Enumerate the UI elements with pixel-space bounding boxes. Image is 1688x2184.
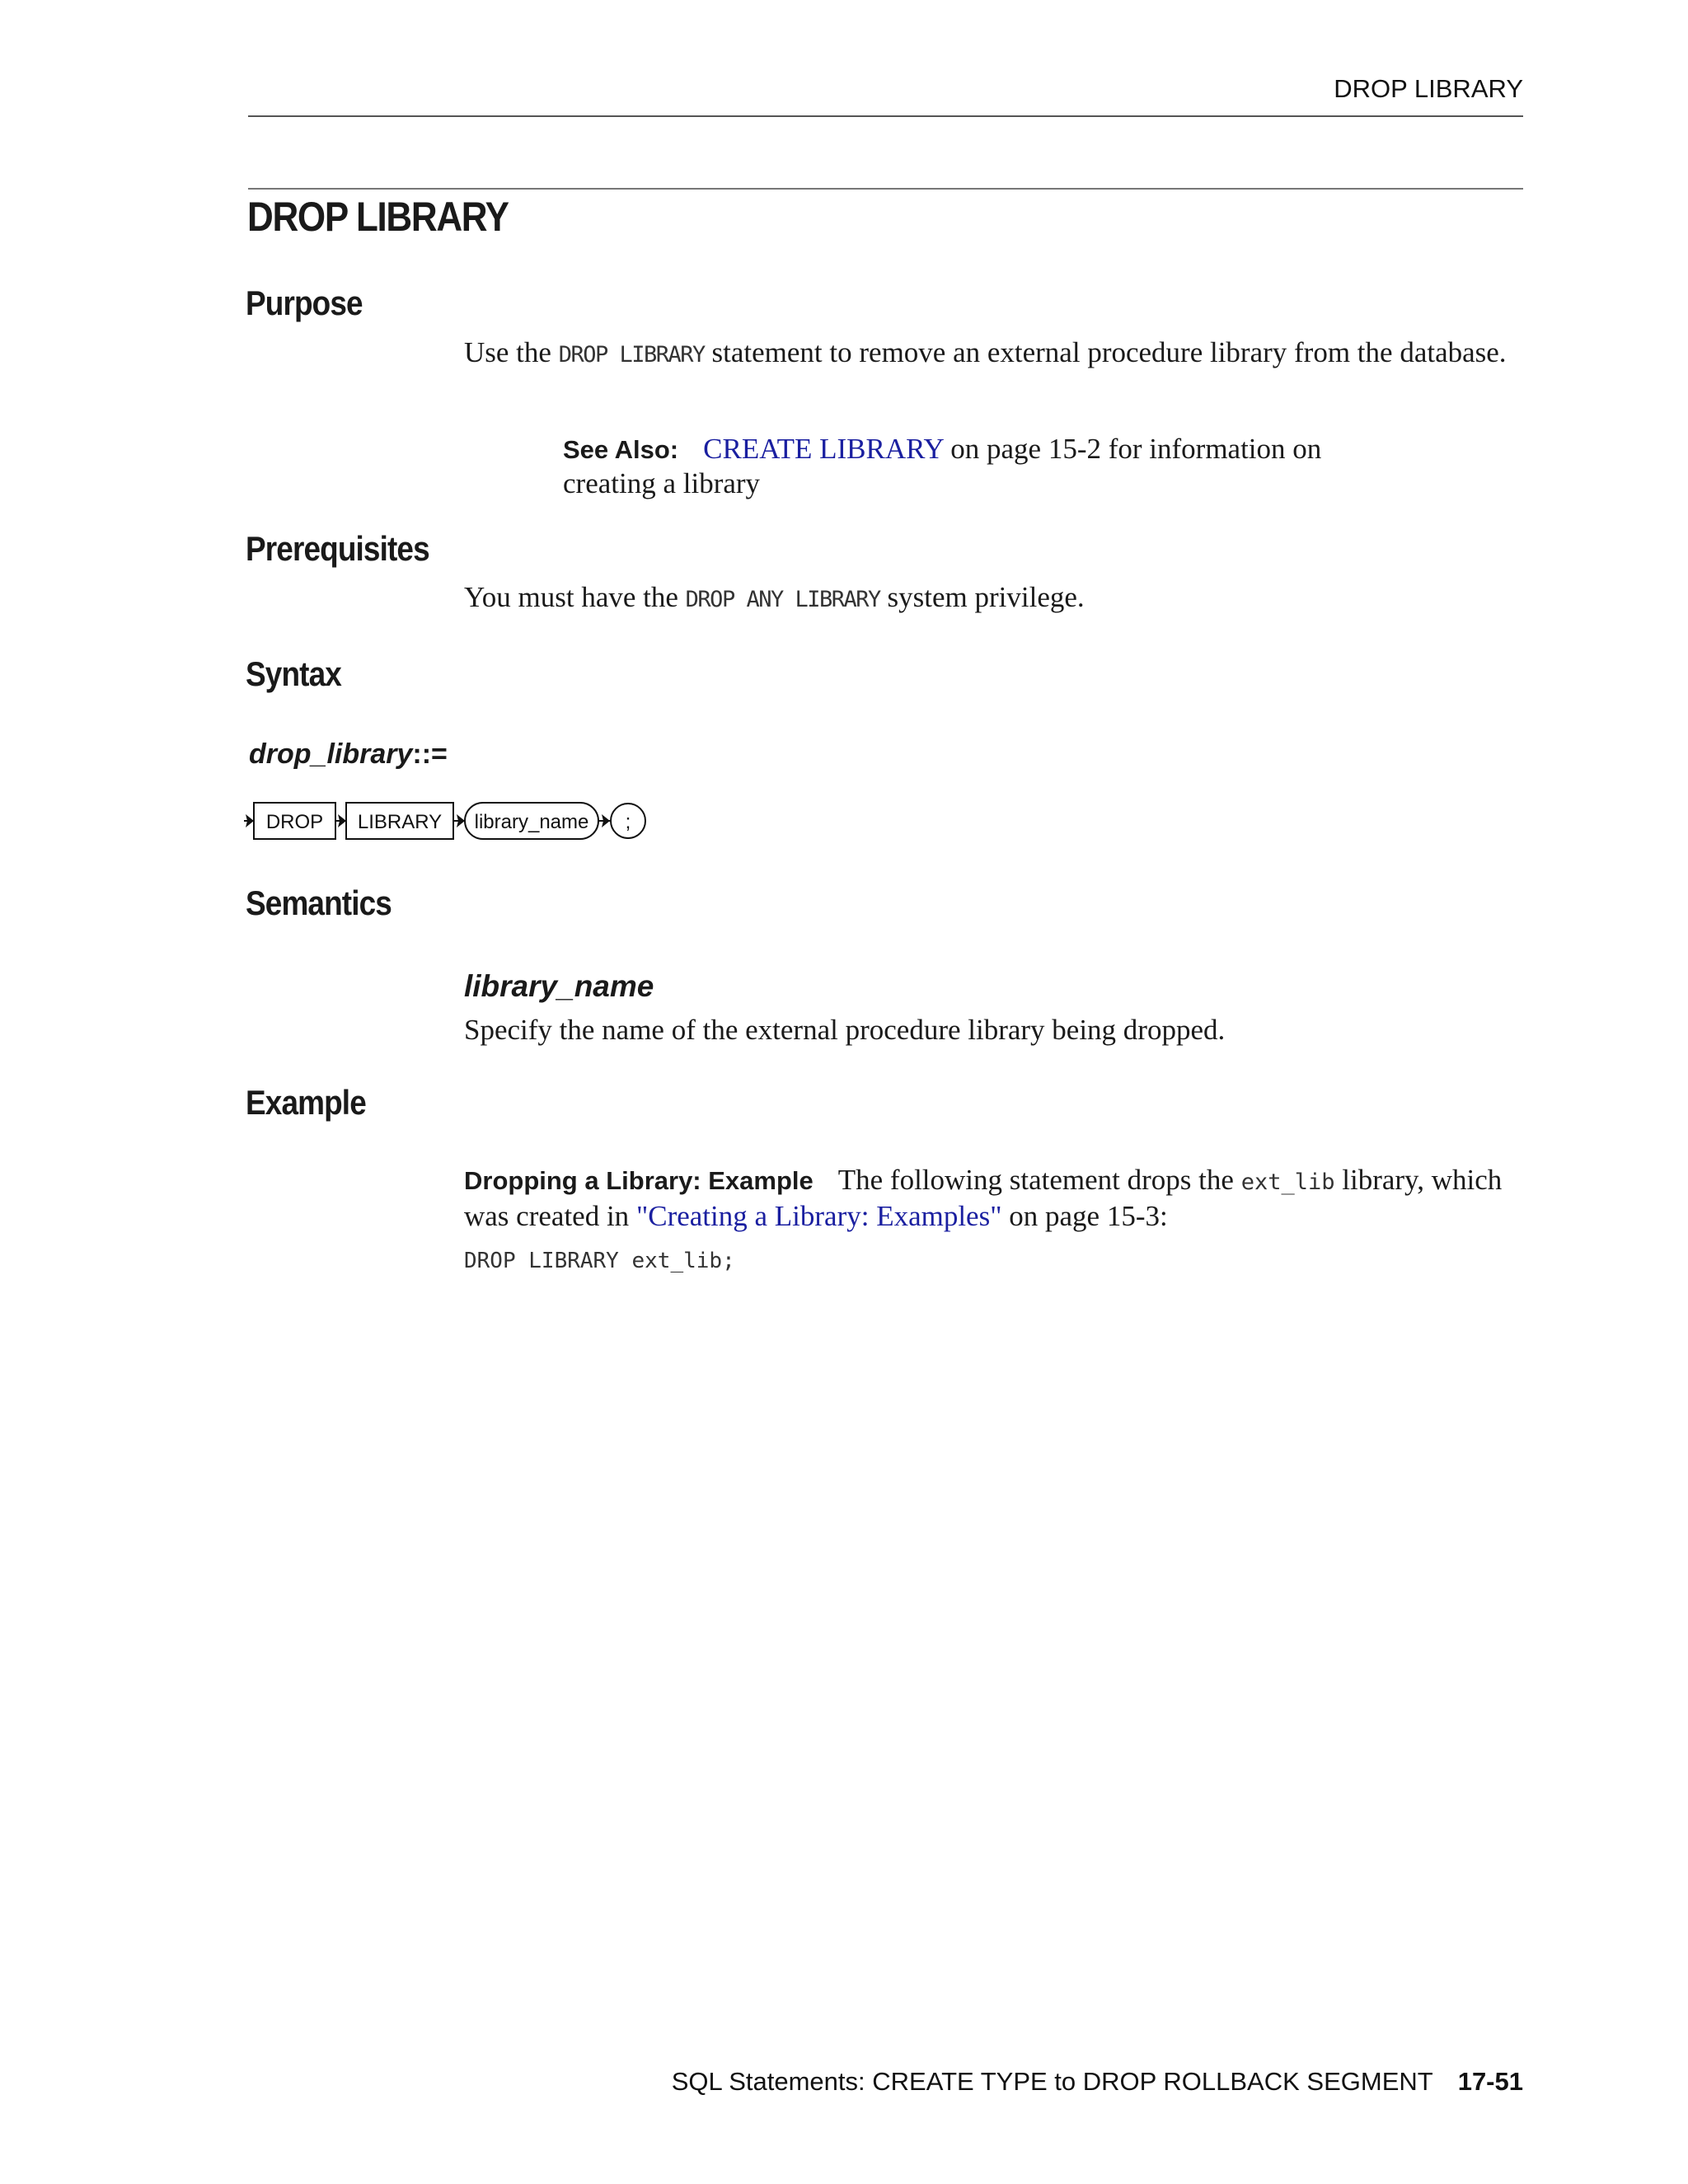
purpose-heading: Purpose (246, 284, 363, 322)
syntax-heading: Syntax (246, 654, 341, 693)
page-number: 17-51 (1457, 2067, 1523, 2096)
terminal-semicolon: ; (625, 811, 631, 833)
semantics-term: library_name (464, 969, 654, 1003)
footer-chapter: SQL Statements: CREATE TYPE to DROP ROLLBACK SEGMENT (671, 2067, 1433, 2096)
example-label: Dropping a Library: Example (464, 1166, 814, 1195)
header-rule (248, 115, 1523, 117)
production-name: drop_library::= (249, 738, 448, 770)
inline-code: DROP LIBRARY (558, 342, 705, 368)
inline-code: DROP ANY LIBRARY (685, 587, 880, 612)
see-also-note: See Also: CREATE LIBRARY on page 15-2 for information on creating a library (563, 433, 1322, 499)
page-footer (672, 2067, 1523, 2097)
inline-code: ext_lib (1240, 1169, 1335, 1195)
semantics-text: Specify the name of the external procedure library being dropped. (464, 1014, 1226, 1046)
prerequisites-text: You must have the DROP ANY LIBRARY system privilege. (464, 581, 1085, 613)
page-title: DROP LIBRARY (247, 194, 509, 240)
create-library-link[interactable]: CREATE LIBRARY (703, 433, 944, 465)
keyword-library: LIBRARY (357, 811, 443, 833)
example-code-block: DROP LIBRARY ext_lib; (464, 1249, 735, 1273)
example-heading: Example (246, 1083, 366, 1122)
semantics-heading: Semantics (246, 883, 392, 922)
prerequisites-heading: Prerequisites (246, 529, 429, 568)
creating-library-examples-link[interactable]: "Creating a Library: Examples" (635, 1200, 1002, 1232)
running-header: DROP LIBRARY (1334, 74, 1523, 103)
nonterminal-library-name: library_name (474, 811, 589, 833)
see-also-label: See Also: (563, 435, 679, 464)
example-text: Dropping a Library: Example The following statement drops the ext_lib library, which was created in "Creating a Library: Examples" on page 15-3: (464, 1164, 1503, 1232)
title-rule (248, 188, 1523, 190)
keyword-drop: DROP (265, 811, 324, 833)
syntax-diagram (244, 796, 656, 849)
purpose-text: Use the DROP LIBRARY statement to remove an external procedure library from the database. (464, 336, 1507, 368)
